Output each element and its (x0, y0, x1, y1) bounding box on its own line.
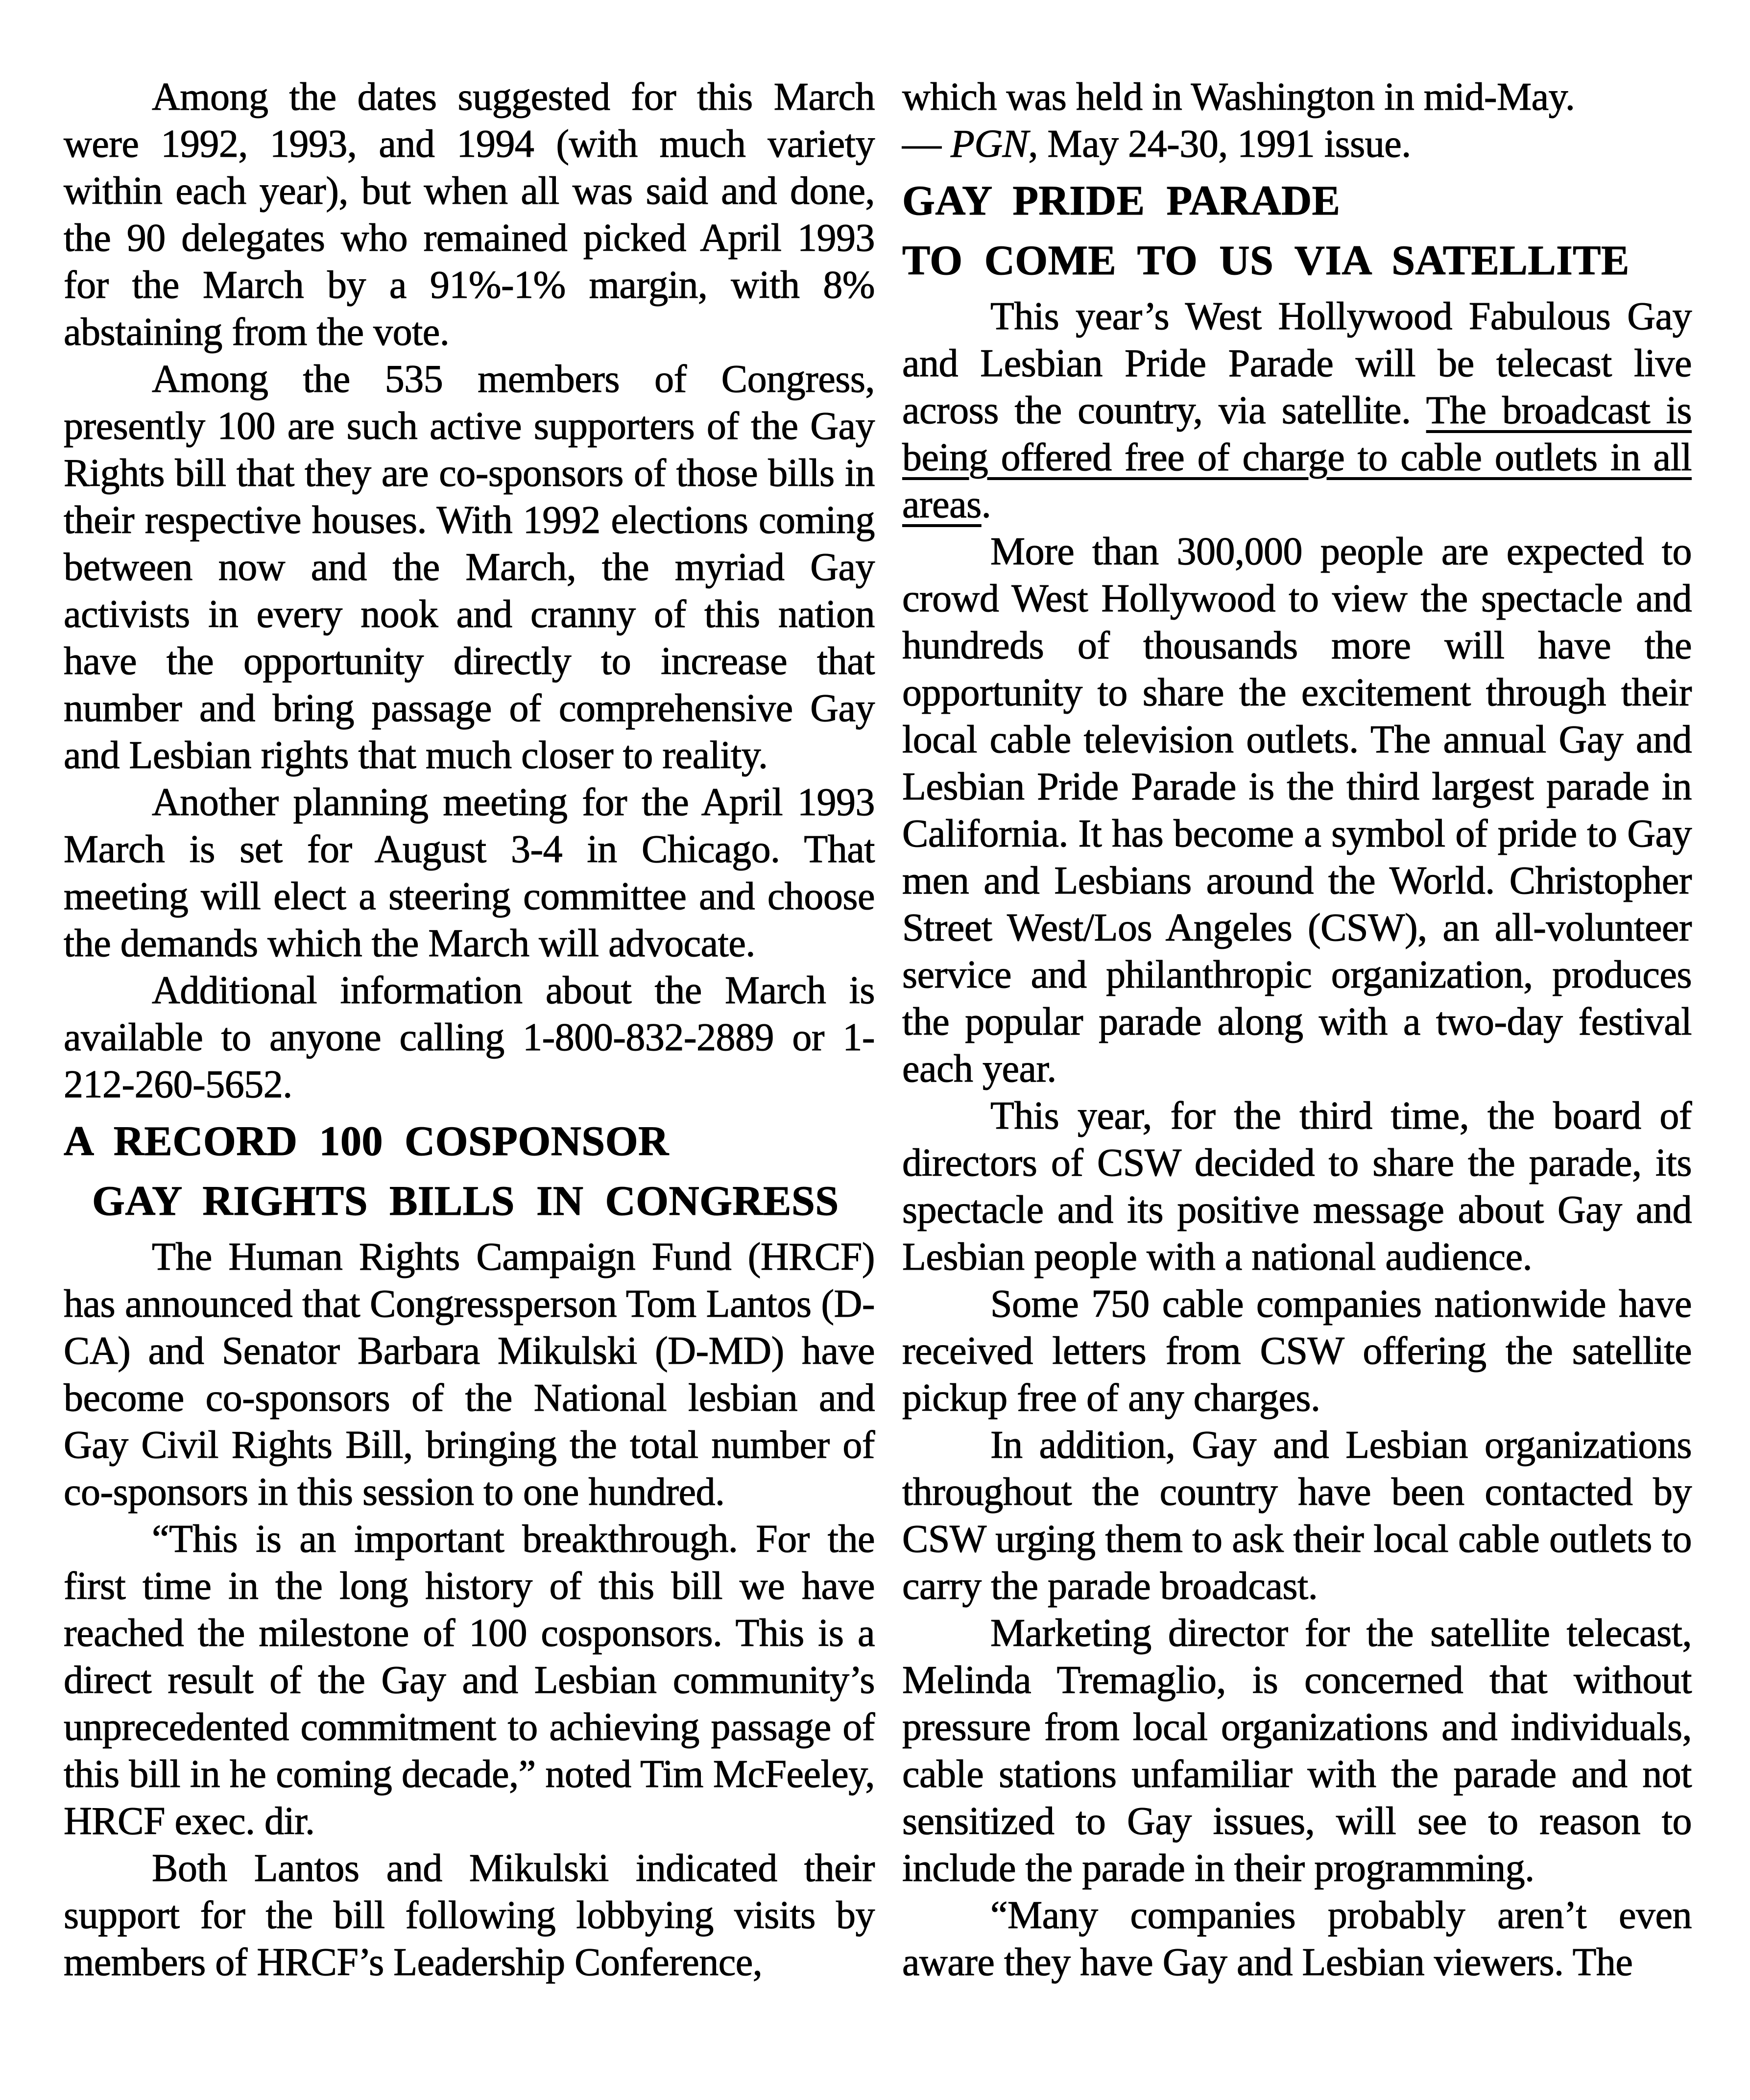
paragraph-aware-quote: “Many companies probably aren’t even aware they have Gay and Lesbian viewers. The (902, 1894, 1692, 1984)
paragraph-board-decision: This year, for the third time, the board of directors of CSW decided to share the parade, its spectacle and its positive message about Gay and Lesbian people with a national audience. (902, 1094, 1692, 1279)
headline-gay-pride-parade (902, 170, 1692, 290)
telecast-text-after: . (981, 483, 991, 526)
headline-line-2: GAY RIGHTS BILLS IN CONGRESS (92, 1177, 839, 1224)
paragraph-crowd-expected: More than 300,000 people are expected to crowd West Hollywood to view the spectacle and hundreds of thousands more will have the opportunity to share the excitement through their local cable television outlets. The annual Gay and Lesbian Pride Parade is the third largest parade in California. It has become a symbol of pride to Gay men and Lesbians around the World. Christopher Street West/Los Angeles (CSW), an all-volunteer service and philanthropic organization, produces the popular parade along with a two-day festival each year. (902, 530, 1692, 1090)
telecast-text-before: This year’s West Hollywood Fabulous Gay and Lesbian Pride Parade will be telecast live across the country, via satellite. (902, 295, 1692, 432)
attribution-rest: , May 24-30, 1991 issue. (1028, 122, 1411, 166)
paragraph-organizations-contacted: In addition, Gay and Lesbian organizations throughout the country have been contacted by CSW urging them to ask their local cable outlets to carry the parade broadcast. (902, 1424, 1692, 1608)
left-column (64, 73, 875, 1986)
attribution-source-italic: PGN (951, 122, 1029, 166)
headline-record-cosponsor (64, 1111, 875, 1231)
paragraph-planning-meeting: Another planning meeting for the April 1993 March is set for August 3-4 in Chicago. That meeting will elect a steering committee and choose the demands which the March will advocate. (64, 781, 875, 965)
attribution-dash: — (902, 122, 951, 166)
paragraph-march-dates: Among the dates suggested for this March were 1992, 1993, and 1994 (with much variety within each year), but when all was said and done, the 90 delegates who remained picked April 1993 for the March by a 91%-1% margin, with 8% abstaining from the vote. (64, 75, 875, 354)
paragraph-mcfeeley-quote: “This is an important breakthrough. For the first time in the long history of this bill we have reached the milestone of 100 cosponsors. This is a direct result of the Gay and Lesbian community’s unprecedented commitment to achieving passage of this bill in he coming decade,” noted Tim McFeeley, HRCF exec. dir. (64, 1518, 875, 1843)
telecast-underlined-offer: The broadcast is being offered free of charge to cable outlets in all areas (902, 389, 1692, 526)
paragraph-congress-supporters: Among the 535 members of Congress, presently 100 are such active supporters of the Gay Rights bill that they are co-sponsors of those bills in their respective houses. With 1992 elections coming between now and the March, the myriad Gay activists in every nook and cranny of this nation have the opportunity directly to increase that number and bring passage of comprehensive Gay and Lesbian rights that much closer to reality. (64, 358, 875, 777)
paragraph-hrcf-announcement: The Human Rights Campaign Fund (HRCF) has announced that Congressperson Tom Lantos (D-CA) and Senator Barbara Mikulski (D-MD) have become co-sponsors of the National lesbian and Gay Civil Rights Bill, bringing the total number of co-sponsors in this session to one hundred. (64, 1235, 875, 1514)
paragraph-cable-companies: Some 750 cable companies nationwide have received letters from CSW offering the satellite pickup free of any charges. (902, 1282, 1692, 1420)
attribution-pgn (902, 121, 1692, 168)
page-content (64, 73, 1692, 1986)
right-column (902, 73, 1692, 1986)
paragraph-marketing-director: Marketing director for the satellite telecast, Melinda Tremaglio, is concerned that without pressure from local organizations and individuals, cable stations unfamiliar with the parade and not sensitized to Gay issues, will see to reason to include the parade in their programming. (902, 1612, 1692, 1890)
paragraph-additional-info: Additional information about the March is available to anyone calling 1-800-832-2889 or 1-212-260-5652. (64, 969, 875, 1106)
paragraph-telecast-intro (902, 293, 1692, 528)
headline-line-2: TO COME TO US VIA SATELLITE (902, 237, 1630, 284)
paragraph-lobbying-visits: Both Lantos and Mikulski indicated their support for the bill following lobbying visits by members of HRCF’s Leadership Conference, (64, 1847, 875, 1984)
headline-line-1: GAY PRIDE PARADE (902, 177, 1341, 224)
paragraph-washington-continuation: which was held in Washington in mid-May. (902, 75, 1575, 119)
headline-line-1: A RECORD 100 COSPONSOR (64, 1117, 669, 1164)
